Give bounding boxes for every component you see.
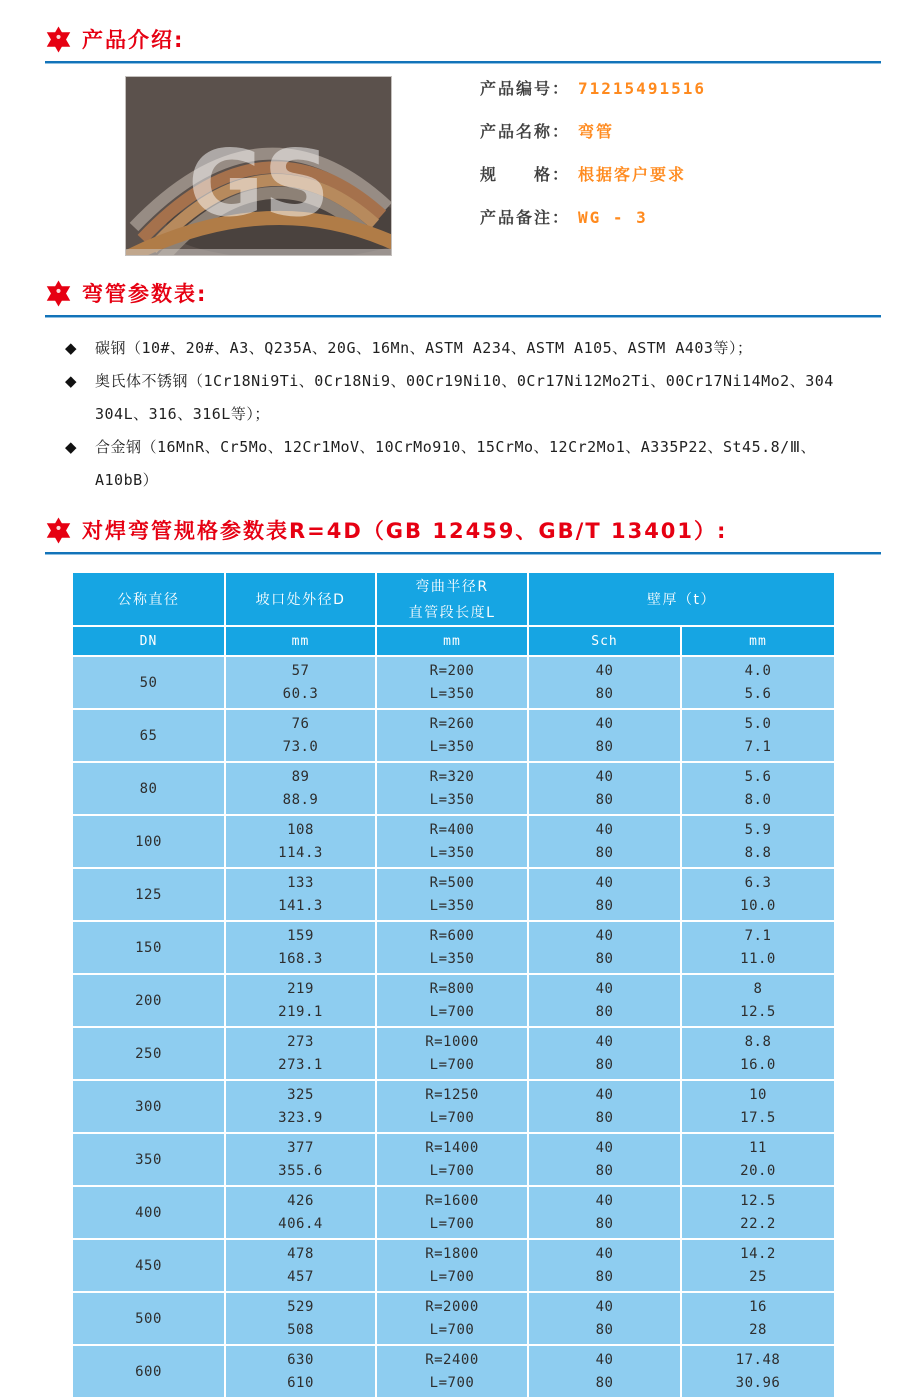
straight-length: L=700 bbox=[429, 1109, 475, 1126]
product-fields bbox=[480, 76, 706, 256]
cell-dn: 450 bbox=[73, 1240, 224, 1291]
sch-80: 80 bbox=[595, 685, 614, 702]
pipe-bends-image bbox=[126, 77, 391, 255]
section-divider bbox=[45, 315, 881, 318]
cell-dn: 50 bbox=[73, 657, 224, 708]
product-field-row bbox=[480, 209, 706, 226]
cell-sch bbox=[529, 657, 680, 708]
section-divider bbox=[45, 61, 881, 64]
sch-80: 80 bbox=[595, 897, 614, 914]
thickness-sch80: 30.96 bbox=[735, 1374, 781, 1391]
thickness-sch40: 4.0 bbox=[744, 663, 772, 680]
cell-outer-diameter bbox=[226, 657, 375, 708]
sch-80: 80 bbox=[595, 950, 614, 967]
thickness-sch40: 16 bbox=[749, 1299, 767, 1316]
straight-length: L=700 bbox=[429, 1056, 475, 1073]
cell-thickness bbox=[682, 1134, 834, 1185]
cell-sch bbox=[529, 816, 680, 867]
section-params-header bbox=[45, 278, 880, 308]
product-field-row bbox=[480, 166, 706, 183]
thickness-sch40: 7.1 bbox=[744, 928, 772, 945]
cell-thickness bbox=[682, 710, 834, 761]
outer-diameter-sch80: 60.3 bbox=[282, 685, 319, 702]
col-header-wall-thickness: 壁厚（t） bbox=[529, 573, 834, 625]
cell-radius-length bbox=[377, 1081, 527, 1132]
thickness-sch80: 11.0 bbox=[740, 950, 776, 967]
outer-diameter-sch80: 610 bbox=[287, 1374, 314, 1391]
diamond-bullet-icon: ◆ bbox=[65, 372, 77, 390]
outer-diameter-sch40: 108 bbox=[287, 822, 314, 839]
sch-80: 80 bbox=[595, 1109, 614, 1126]
cell-sch bbox=[529, 710, 680, 761]
section-spec-header bbox=[45, 515, 880, 545]
straight-length: L=700 bbox=[429, 1003, 475, 1020]
cell-radius-length bbox=[377, 1187, 527, 1238]
cell-outer-diameter bbox=[226, 710, 375, 761]
sch-80: 80 bbox=[595, 1321, 614, 1338]
straight-length: L=350 bbox=[429, 738, 475, 755]
bend-radius: R=260 bbox=[429, 716, 475, 733]
thickness-sch80: 16.0 bbox=[740, 1056, 776, 1073]
sch-80: 80 bbox=[595, 1374, 614, 1391]
product-field-label: 产品备注： bbox=[480, 208, 571, 227]
section-intro-header bbox=[45, 24, 880, 54]
straight-length: L=700 bbox=[429, 1321, 475, 1338]
thickness-sch40: 8 bbox=[753, 981, 763, 998]
cell-sch bbox=[529, 1134, 680, 1185]
thickness-sch80: 22.2 bbox=[740, 1215, 776, 1232]
outer-diameter-sch40: 57 bbox=[291, 663, 310, 680]
cell-outer-diameter bbox=[226, 975, 375, 1026]
bend-radius: R=1400 bbox=[425, 1140, 479, 1157]
product-summary bbox=[45, 76, 880, 256]
section-spec-title: 对焊弯管规格参数表R=4D（GB 12459、GB/T 13401）: bbox=[82, 519, 728, 543]
cell-sch bbox=[529, 1028, 680, 1079]
sch-40: 40 bbox=[595, 875, 614, 892]
cell-radius-length bbox=[377, 657, 527, 708]
sch-40: 40 bbox=[595, 1299, 614, 1316]
sch-40: 40 bbox=[595, 1246, 614, 1263]
cell-dn: 500 bbox=[73, 1293, 224, 1344]
bend-radius: R=2000 bbox=[425, 1299, 479, 1316]
cell-dn: 125 bbox=[73, 869, 224, 920]
section-divider bbox=[45, 552, 881, 555]
cell-radius-length bbox=[377, 1028, 527, 1079]
unit-mm-rl: mm bbox=[377, 627, 527, 655]
bend-radius: R=800 bbox=[429, 981, 475, 998]
material-text: 奥氏体不锈钢（1Cr18Ni9Ti、0Cr18Ni9、00Cr19Ni10、0Cr17Ni12Mo2Ti、00Cr17Ni14Mo2、304 304L、316、316L等）； bbox=[95, 372, 834, 423]
outer-diameter-sch40: 76 bbox=[291, 716, 310, 733]
cell-outer-diameter bbox=[226, 869, 375, 920]
straight-length: L=700 bbox=[429, 1374, 475, 1391]
product-field-value: 71215491516 bbox=[578, 79, 706, 98]
cell-sch bbox=[529, 763, 680, 814]
sch-40: 40 bbox=[595, 663, 614, 680]
outer-diameter-sch40: 377 bbox=[287, 1140, 314, 1157]
sch-40: 40 bbox=[595, 1193, 614, 1210]
sch-80: 80 bbox=[595, 1162, 614, 1179]
cell-sch bbox=[529, 1081, 680, 1132]
col-header-bend-radius bbox=[377, 573, 527, 625]
col-header-nominal-diameter: 公称直径 bbox=[73, 573, 224, 625]
thickness-sch40: 11 bbox=[749, 1140, 767, 1157]
red-star-icon bbox=[45, 280, 72, 307]
cell-thickness bbox=[682, 763, 834, 814]
thickness-sch80: 10.0 bbox=[740, 897, 776, 914]
sch-40: 40 bbox=[595, 716, 614, 733]
thickness-sch80: 28 bbox=[749, 1321, 767, 1338]
cell-sch bbox=[529, 975, 680, 1026]
outer-diameter-sch40: 325 bbox=[287, 1087, 314, 1104]
outer-diameter-sch40: 630 bbox=[287, 1352, 314, 1369]
outer-diameter-sch80: 457 bbox=[287, 1268, 314, 1285]
cell-outer-diameter bbox=[226, 816, 375, 867]
cell-outer-diameter bbox=[226, 763, 375, 814]
section-intro-title: 产品介绍: bbox=[82, 28, 185, 52]
material-text: 碳钢（10#、20#、A3、Q235A、20G、16Mn、ASTM A234、ASTM A105、ASTM A403等）； bbox=[95, 339, 753, 357]
outer-diameter-sch40: 89 bbox=[291, 769, 310, 786]
cell-thickness bbox=[682, 922, 834, 973]
bend-radius: R=400 bbox=[429, 822, 475, 839]
sch-80: 80 bbox=[595, 1056, 614, 1073]
product-field-label: 产品名称： bbox=[480, 122, 571, 141]
bend-radius: R=600 bbox=[429, 928, 475, 945]
sch-80: 80 bbox=[595, 1268, 614, 1285]
straight-length: L=700 bbox=[429, 1268, 475, 1285]
thickness-sch40: 5.6 bbox=[744, 769, 772, 786]
thickness-sch80: 7.1 bbox=[744, 738, 772, 755]
cell-radius-length bbox=[377, 1134, 527, 1185]
outer-diameter-sch80: 168.3 bbox=[278, 950, 323, 967]
material-list bbox=[65, 332, 855, 497]
outer-diameter-sch40: 273 bbox=[287, 1034, 314, 1051]
bend-radius: R=1600 bbox=[425, 1193, 479, 1210]
cell-radius-length bbox=[377, 710, 527, 761]
cell-outer-diameter bbox=[226, 1187, 375, 1238]
cell-dn: 600 bbox=[73, 1346, 224, 1397]
cell-sch bbox=[529, 1293, 680, 1344]
cell-thickness bbox=[682, 1081, 834, 1132]
thickness-sch80: 8.0 bbox=[744, 791, 772, 808]
straight-length: L=350 bbox=[429, 897, 475, 914]
straight-length: L=350 bbox=[429, 950, 475, 967]
cell-radius-length bbox=[377, 1293, 527, 1344]
outer-diameter-sch80: 141.3 bbox=[278, 897, 323, 914]
cell-thickness bbox=[682, 1187, 834, 1238]
sch-80: 80 bbox=[595, 791, 614, 808]
outer-diameter-sch80: 219.1 bbox=[278, 1003, 323, 1020]
sch-80: 80 bbox=[595, 1215, 614, 1232]
product-field-value: WG - 3 bbox=[578, 208, 648, 227]
diamond-bullet-icon: ◆ bbox=[65, 339, 77, 357]
cell-thickness bbox=[682, 869, 834, 920]
outer-diameter-sch80: 114.3 bbox=[278, 844, 323, 861]
cell-outer-diameter bbox=[226, 1346, 375, 1397]
cell-radius-length bbox=[377, 816, 527, 867]
product-field-row bbox=[480, 80, 706, 97]
cell-radius-length bbox=[377, 1240, 527, 1291]
photo-watermark: GS bbox=[188, 130, 330, 237]
product-field-value: 根据客户要求 bbox=[578, 165, 687, 184]
outer-diameter-sch40: 159 bbox=[287, 928, 314, 945]
bend-radius: R=1800 bbox=[425, 1246, 479, 1263]
cell-outer-diameter bbox=[226, 1240, 375, 1291]
thickness-sch80: 12.5 bbox=[740, 1003, 776, 1020]
sch-40: 40 bbox=[595, 928, 614, 945]
cell-radius-length bbox=[377, 763, 527, 814]
cell-dn: 300 bbox=[73, 1081, 224, 1132]
outer-diameter-sch40: 478 bbox=[287, 1246, 314, 1263]
outer-diameter-sch40: 133 bbox=[287, 875, 314, 892]
cell-thickness bbox=[682, 1240, 834, 1291]
product-field-value: 弯管 bbox=[578, 122, 615, 141]
cell-dn: 350 bbox=[73, 1134, 224, 1185]
bend-radius: R=500 bbox=[429, 875, 475, 892]
cell-dn: 65 bbox=[73, 710, 224, 761]
bend-radius: R=1000 bbox=[425, 1034, 479, 1051]
thickness-sch80: 20.0 bbox=[740, 1162, 776, 1179]
cell-radius-length bbox=[377, 869, 527, 920]
unit-sch: Sch bbox=[529, 627, 680, 655]
product-field-row bbox=[480, 123, 706, 140]
sch-40: 40 bbox=[595, 981, 614, 998]
straight-length: L=350 bbox=[429, 791, 475, 808]
cell-thickness bbox=[682, 1293, 834, 1344]
thickness-sch40: 6.3 bbox=[744, 875, 772, 892]
material-text: 合金钢（16MnR、Cr5Mo、12Cr1MoV、10CrMo910、15CrMo、12Cr2Mo1、A335P22、St45.8/Ⅲ、A10bB） bbox=[95, 438, 817, 489]
outer-diameter-sch80: 406.4 bbox=[278, 1215, 323, 1232]
material-list-item bbox=[65, 332, 855, 365]
outer-diameter-sch40: 219 bbox=[287, 981, 314, 998]
sch-80: 80 bbox=[595, 1003, 614, 1020]
diamond-bullet-icon: ◆ bbox=[65, 438, 77, 456]
sch-40: 40 bbox=[595, 1034, 614, 1051]
thickness-sch80: 25 bbox=[749, 1268, 767, 1285]
straight-length: L=350 bbox=[429, 844, 475, 861]
spec-table bbox=[73, 573, 834, 1397]
bend-radius: R=2400 bbox=[425, 1352, 479, 1369]
outer-diameter-sch80: 73.0 bbox=[282, 738, 319, 755]
outer-diameter-sch80: 355.6 bbox=[278, 1162, 323, 1179]
product-field-label: 规 格： bbox=[480, 165, 571, 184]
cell-dn: 100 bbox=[73, 816, 224, 867]
unit-dn: DN bbox=[73, 627, 224, 655]
unit-mm-d: mm bbox=[226, 627, 375, 655]
outer-diameter-sch80: 88.9 bbox=[282, 791, 319, 808]
outer-diameter-sch40: 426 bbox=[287, 1193, 314, 1210]
thickness-sch80: 17.5 bbox=[740, 1109, 776, 1126]
straight-length: L=700 bbox=[429, 1215, 475, 1232]
sch-40: 40 bbox=[595, 822, 614, 839]
sch-40: 40 bbox=[595, 1087, 614, 1104]
sch-40: 40 bbox=[595, 1352, 614, 1369]
bend-radius: R=1250 bbox=[425, 1087, 479, 1104]
cell-outer-diameter bbox=[226, 1134, 375, 1185]
sch-40: 40 bbox=[595, 769, 614, 786]
cell-outer-diameter bbox=[226, 1028, 375, 1079]
cell-thickness bbox=[682, 657, 834, 708]
cell-dn: 80 bbox=[73, 763, 224, 814]
red-star-icon bbox=[45, 26, 72, 53]
bend-radius: R=320 bbox=[429, 769, 475, 786]
col-header-bend-radius-line2: 直管段长度L bbox=[408, 605, 496, 621]
cell-outer-diameter bbox=[226, 922, 375, 973]
outer-diameter-sch40: 529 bbox=[287, 1299, 314, 1316]
sch-40: 40 bbox=[595, 1140, 614, 1157]
thickness-sch40: 14.2 bbox=[740, 1246, 776, 1263]
cell-dn: 200 bbox=[73, 975, 224, 1026]
thickness-sch40: 5.9 bbox=[744, 822, 772, 839]
cell-dn: 150 bbox=[73, 922, 224, 973]
cell-thickness bbox=[682, 975, 834, 1026]
cell-radius-length bbox=[377, 975, 527, 1026]
cell-sch bbox=[529, 922, 680, 973]
outer-diameter-sch80: 508 bbox=[287, 1321, 314, 1338]
cell-radius-length bbox=[377, 922, 527, 973]
bend-radius: R=200 bbox=[429, 663, 475, 680]
cell-outer-diameter bbox=[226, 1081, 375, 1132]
cell-dn: 250 bbox=[73, 1028, 224, 1079]
col-header-bend-radius-line1: 弯曲半径R bbox=[415, 579, 489, 595]
cell-radius-length bbox=[377, 1346, 527, 1397]
sch-80: 80 bbox=[595, 844, 614, 861]
cell-thickness bbox=[682, 1346, 834, 1397]
cell-sch bbox=[529, 1240, 680, 1291]
section-params-title: 弯管参数表: bbox=[82, 282, 208, 306]
material-list-item bbox=[65, 431, 855, 497]
outer-diameter-sch80: 323.9 bbox=[278, 1109, 323, 1126]
red-star-icon bbox=[45, 517, 72, 544]
product-field-label: 产品编号： bbox=[480, 79, 571, 98]
cell-thickness bbox=[682, 1028, 834, 1079]
cell-sch bbox=[529, 1346, 680, 1397]
thickness-sch40: 10 bbox=[749, 1087, 767, 1104]
thickness-sch40: 17.48 bbox=[735, 1352, 781, 1369]
cell-sch bbox=[529, 869, 680, 920]
thickness-sch40: 12.5 bbox=[740, 1193, 776, 1210]
cell-thickness bbox=[682, 816, 834, 867]
thickness-sch80: 8.8 bbox=[744, 844, 772, 861]
unit-mm-t: mm bbox=[682, 627, 834, 655]
thickness-sch80: 5.6 bbox=[744, 685, 772, 702]
col-header-outer-diameter: 坡口处外径D bbox=[226, 573, 375, 625]
straight-length: L=700 bbox=[429, 1162, 475, 1179]
material-list-item bbox=[65, 365, 855, 431]
product-photo bbox=[125, 76, 392, 256]
cell-dn: 400 bbox=[73, 1187, 224, 1238]
outer-diameter-sch80: 273.1 bbox=[278, 1056, 323, 1073]
cell-sch bbox=[529, 1187, 680, 1238]
thickness-sch40: 5.0 bbox=[744, 716, 772, 733]
thickness-sch40: 8.8 bbox=[744, 1034, 772, 1051]
straight-length: L=350 bbox=[429, 685, 475, 702]
cell-outer-diameter bbox=[226, 1293, 375, 1344]
sch-80: 80 bbox=[595, 738, 614, 755]
